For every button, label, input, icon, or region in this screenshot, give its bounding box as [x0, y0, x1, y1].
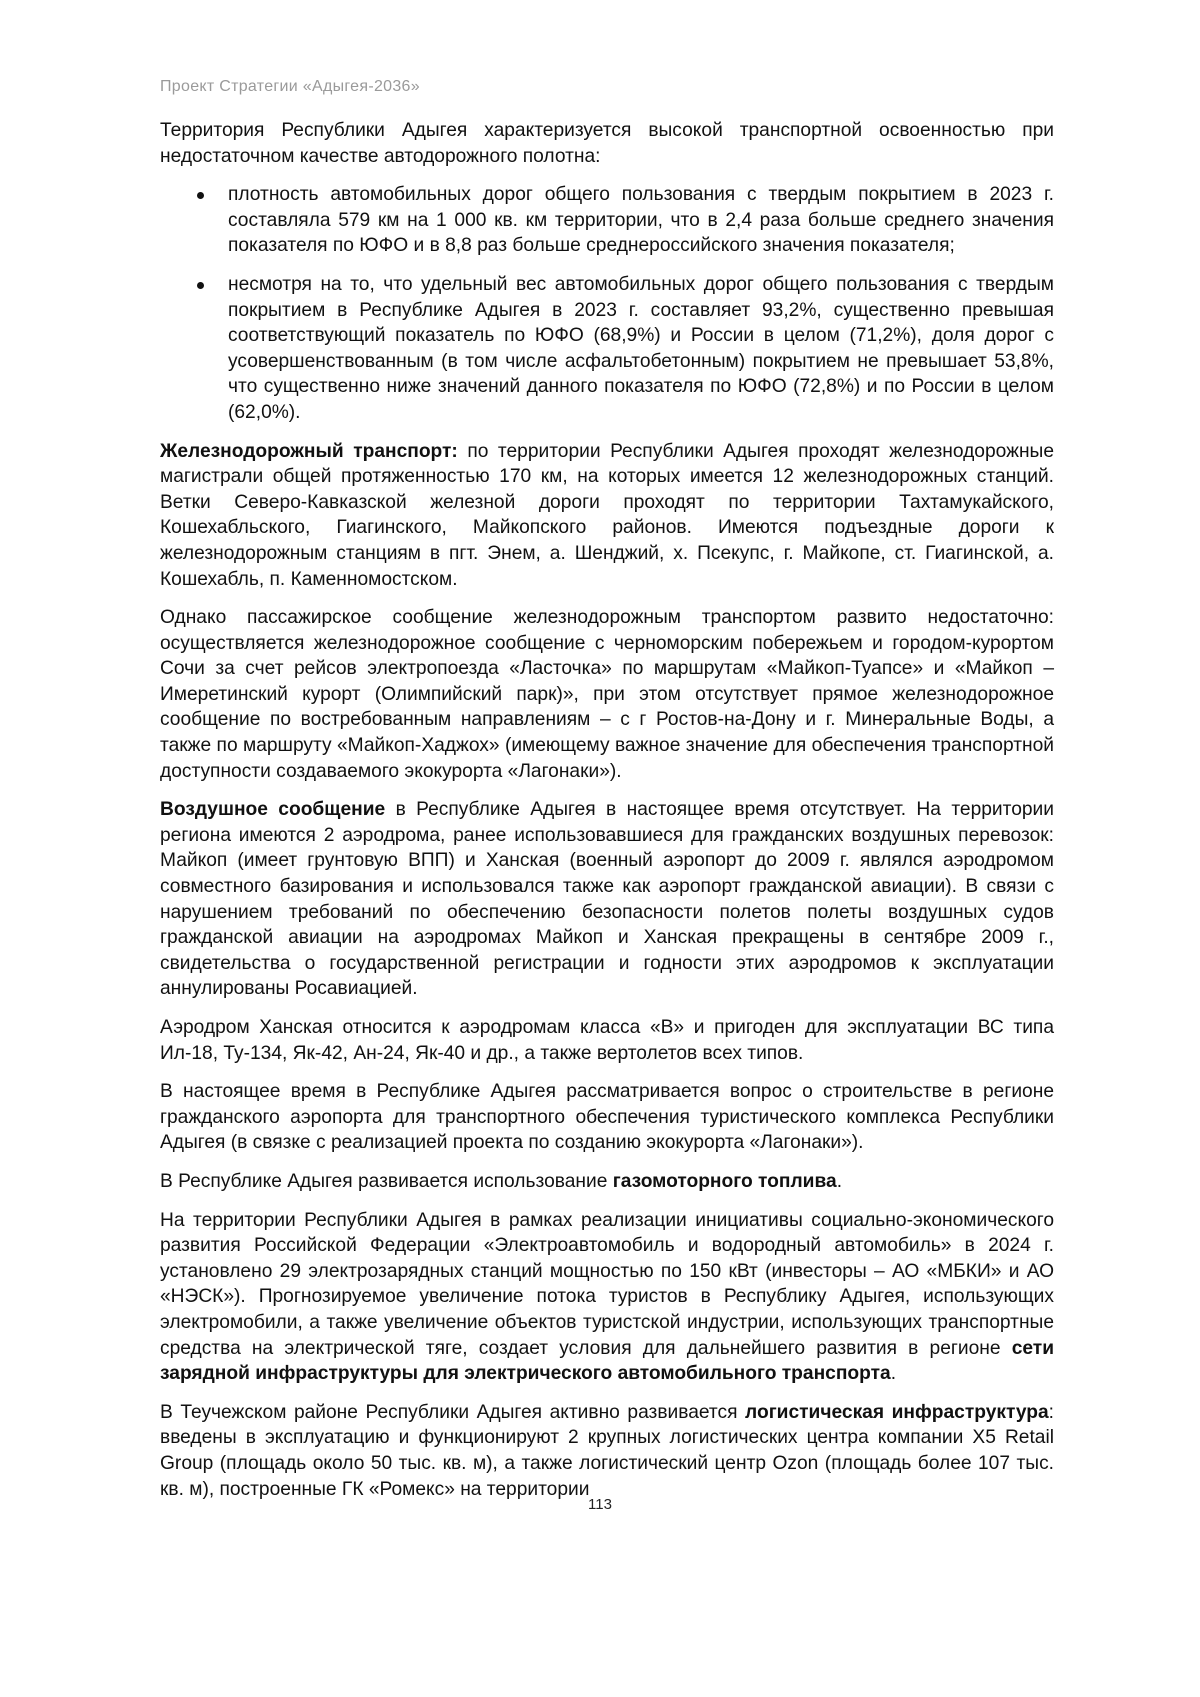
list-item-text: плотность автомобильных дорог общего пользования с твердым покрытием в 2023 г. составляла 579 км на 1 000 кв. км территории, что в 2,4 раза больше среднего значения показателя по ЮФО и в 8,8 раз больше среднероссийского значения показателя;: [228, 184, 1054, 257]
paragraph-logistics: [160, 1400, 1054, 1502]
gas-end: .: [836, 1170, 843, 1192]
paragraph-ev: [160, 1208, 1054, 1387]
gas-text: В Республике Адыгея развивается использование: [160, 1170, 613, 1192]
paragraph-passenger: Однако пассажирское сообщение железнодорожным транспортом развито недостаточно: осуществляется железнодорожное сообщение с черноморским побережьем и городом-курортом Сочи за счет рейсов электропоезда «Ласточка» по маршрутам «Майкоп-Туапсе» и «Майкоп – Имеретинский курорт (Олимпийский парк)», при этом отсутствует прямое железнодорожное сообщение по востребованным направлениям – с г Ростов-на-Дону и г. Минеральные Воды, а также по маршруту «Майкоп-Хаджох» (имеющему важное значение для обеспечения транспортной доступности создаваемого экокурорта «Лагонаки»).: [160, 607, 1054, 782]
running-header: Проект Стратегии «Адыгея-2036»: [160, 78, 420, 95]
logistics-end: : введены в эксплуатацию и функционируют 2 крупных логистических центра компании X5 Retail Group (площадь около 50 тыс. кв. м), а также логистический центр Ozon (площадь более 107 тыс. кв. м), построенные ГК «Ромекс» на территории: [160, 1401, 1054, 1500]
bullet-icon: [197, 282, 204, 289]
paragraph-air: [160, 797, 1054, 1002]
bullet-icon: [197, 192, 204, 199]
rail-text: по территории Республики Адыгея проходят железнодорожные магистрали общей протяженностью 170 км, на которых имеется 12 железнодорожных станций. Ветки Северо-Кавказской железной дороги проходят по территории Тахтамукайского, Кошехабльского, Гиагинского, Майкопского районов. Имеются подъездные дороги к железнодорожным станциям в пгт. Энем, а. Шенджий, х. Псекупс, г. Майкопе, ст. Гиагинской, а. Кошехабль, п. Каменномостском.: [160, 440, 1054, 590]
ev-end: .: [890, 1363, 897, 1385]
rail-heading: Железнодорожный транспорт:: [160, 440, 458, 462]
air-heading: Воздушное сообщение: [160, 799, 386, 821]
paragraph-gas: [160, 1169, 1054, 1195]
paragraph-rail: [160, 439, 1054, 593]
logistics-bold: логистическая инфраструктура: [745, 1401, 1049, 1423]
list-item: [160, 182, 1054, 259]
page-content: [160, 118, 1054, 1515]
paragraph-airport-plan: В настоящее время в Республике Адыгея рассматривается вопрос о строительстве в регионе гражданского аэропорта для транспортного обеспечения туристического комплекса Республики Адыгея (в связке с реализацией проекта по созданию экокурорта «Лагонаки»).: [160, 1081, 1054, 1154]
air-text: в Республике Адыгея в настоящее время отсутствует. На территории региона имеются 2 аэродрома, ранее использовавшиеся для гражданских воздушных перевозок: Майкоп (имеет грунтовую ВПП) и Ханская (военный аэропорт до 2009 г. являлся аэродромом совместного базирования и использовался также как аэропорт гражданской авиации). В связи с нарушением требований по обеспечению безопасности полетов полеты воздушных судов гражданской авиации на аэродромах Майкоп и Ханская прекращены в сентябре 2009 г., свидетельства о государственной регистрации и годности этих аэродромов к эксплуатации аннулированы Росавиацией.: [160, 799, 1054, 1000]
page-number: 113: [588, 1496, 612, 1513]
paragraph-khanskaya: Аэродром Ханская относится к аэродромам класса «В» и пригоден для эксплуатации ВС типа Ил-18, Ту-134, Як-42, Ан-24, Як-40 и др., а также вертолетов всех типов.: [160, 1017, 1054, 1064]
bullet-list: [160, 182, 1054, 425]
ev-text: На территории Республики Адыгея в рамках реализации инициативы социально-экономического развития Российской Федерации «Электроавтомобиль и водородный автомобиль» в 2024 г. установлено 29 электрозарядных станций мощностью по 150 кВт (инвесторы – АО «МБКИ» и АО «НЭСК»). Прогнозируемое увеличение потока туристов в Республику Адыгея, использующих электромобили, а также увеличение объектов туристской индустрии, использующих транспортные средства на электрической тяге, создает условия для дальнейшего развития в регионе: [160, 1209, 1054, 1359]
gas-bold: газомоторного топлива: [612, 1170, 837, 1192]
list-item-text: несмотря на то, что удельный вес автомобильных дорог общего пользования с твердым покрытием в Республике Адыгея в 2023 г. составляет 93,2%, существенно превышая соответствующий показатель по ЮФО (68,9%) и России в целом (71,2%), доля дорог с усовершенствованным (в том числе асфальтобетонным) покрытием не превышает 53,8%, что существенно ниже значений данного показателя по ЮФО (72,8%) и по России в целом (62,0%).: [228, 273, 1054, 423]
ev-bold: сети зарядной инфраструктуры для электрического автомобильного транспорта: [160, 1337, 1054, 1385]
paragraph-intro: Территория Республики Адыгея характеризуется высокой транспортной освоенностью при недостаточном качестве автодорожного полотна:: [160, 120, 1054, 167]
logistics-text: В Теучежском районе Республики Адыгея активно развивается: [160, 1401, 746, 1423]
list-item: [160, 272, 1054, 426]
